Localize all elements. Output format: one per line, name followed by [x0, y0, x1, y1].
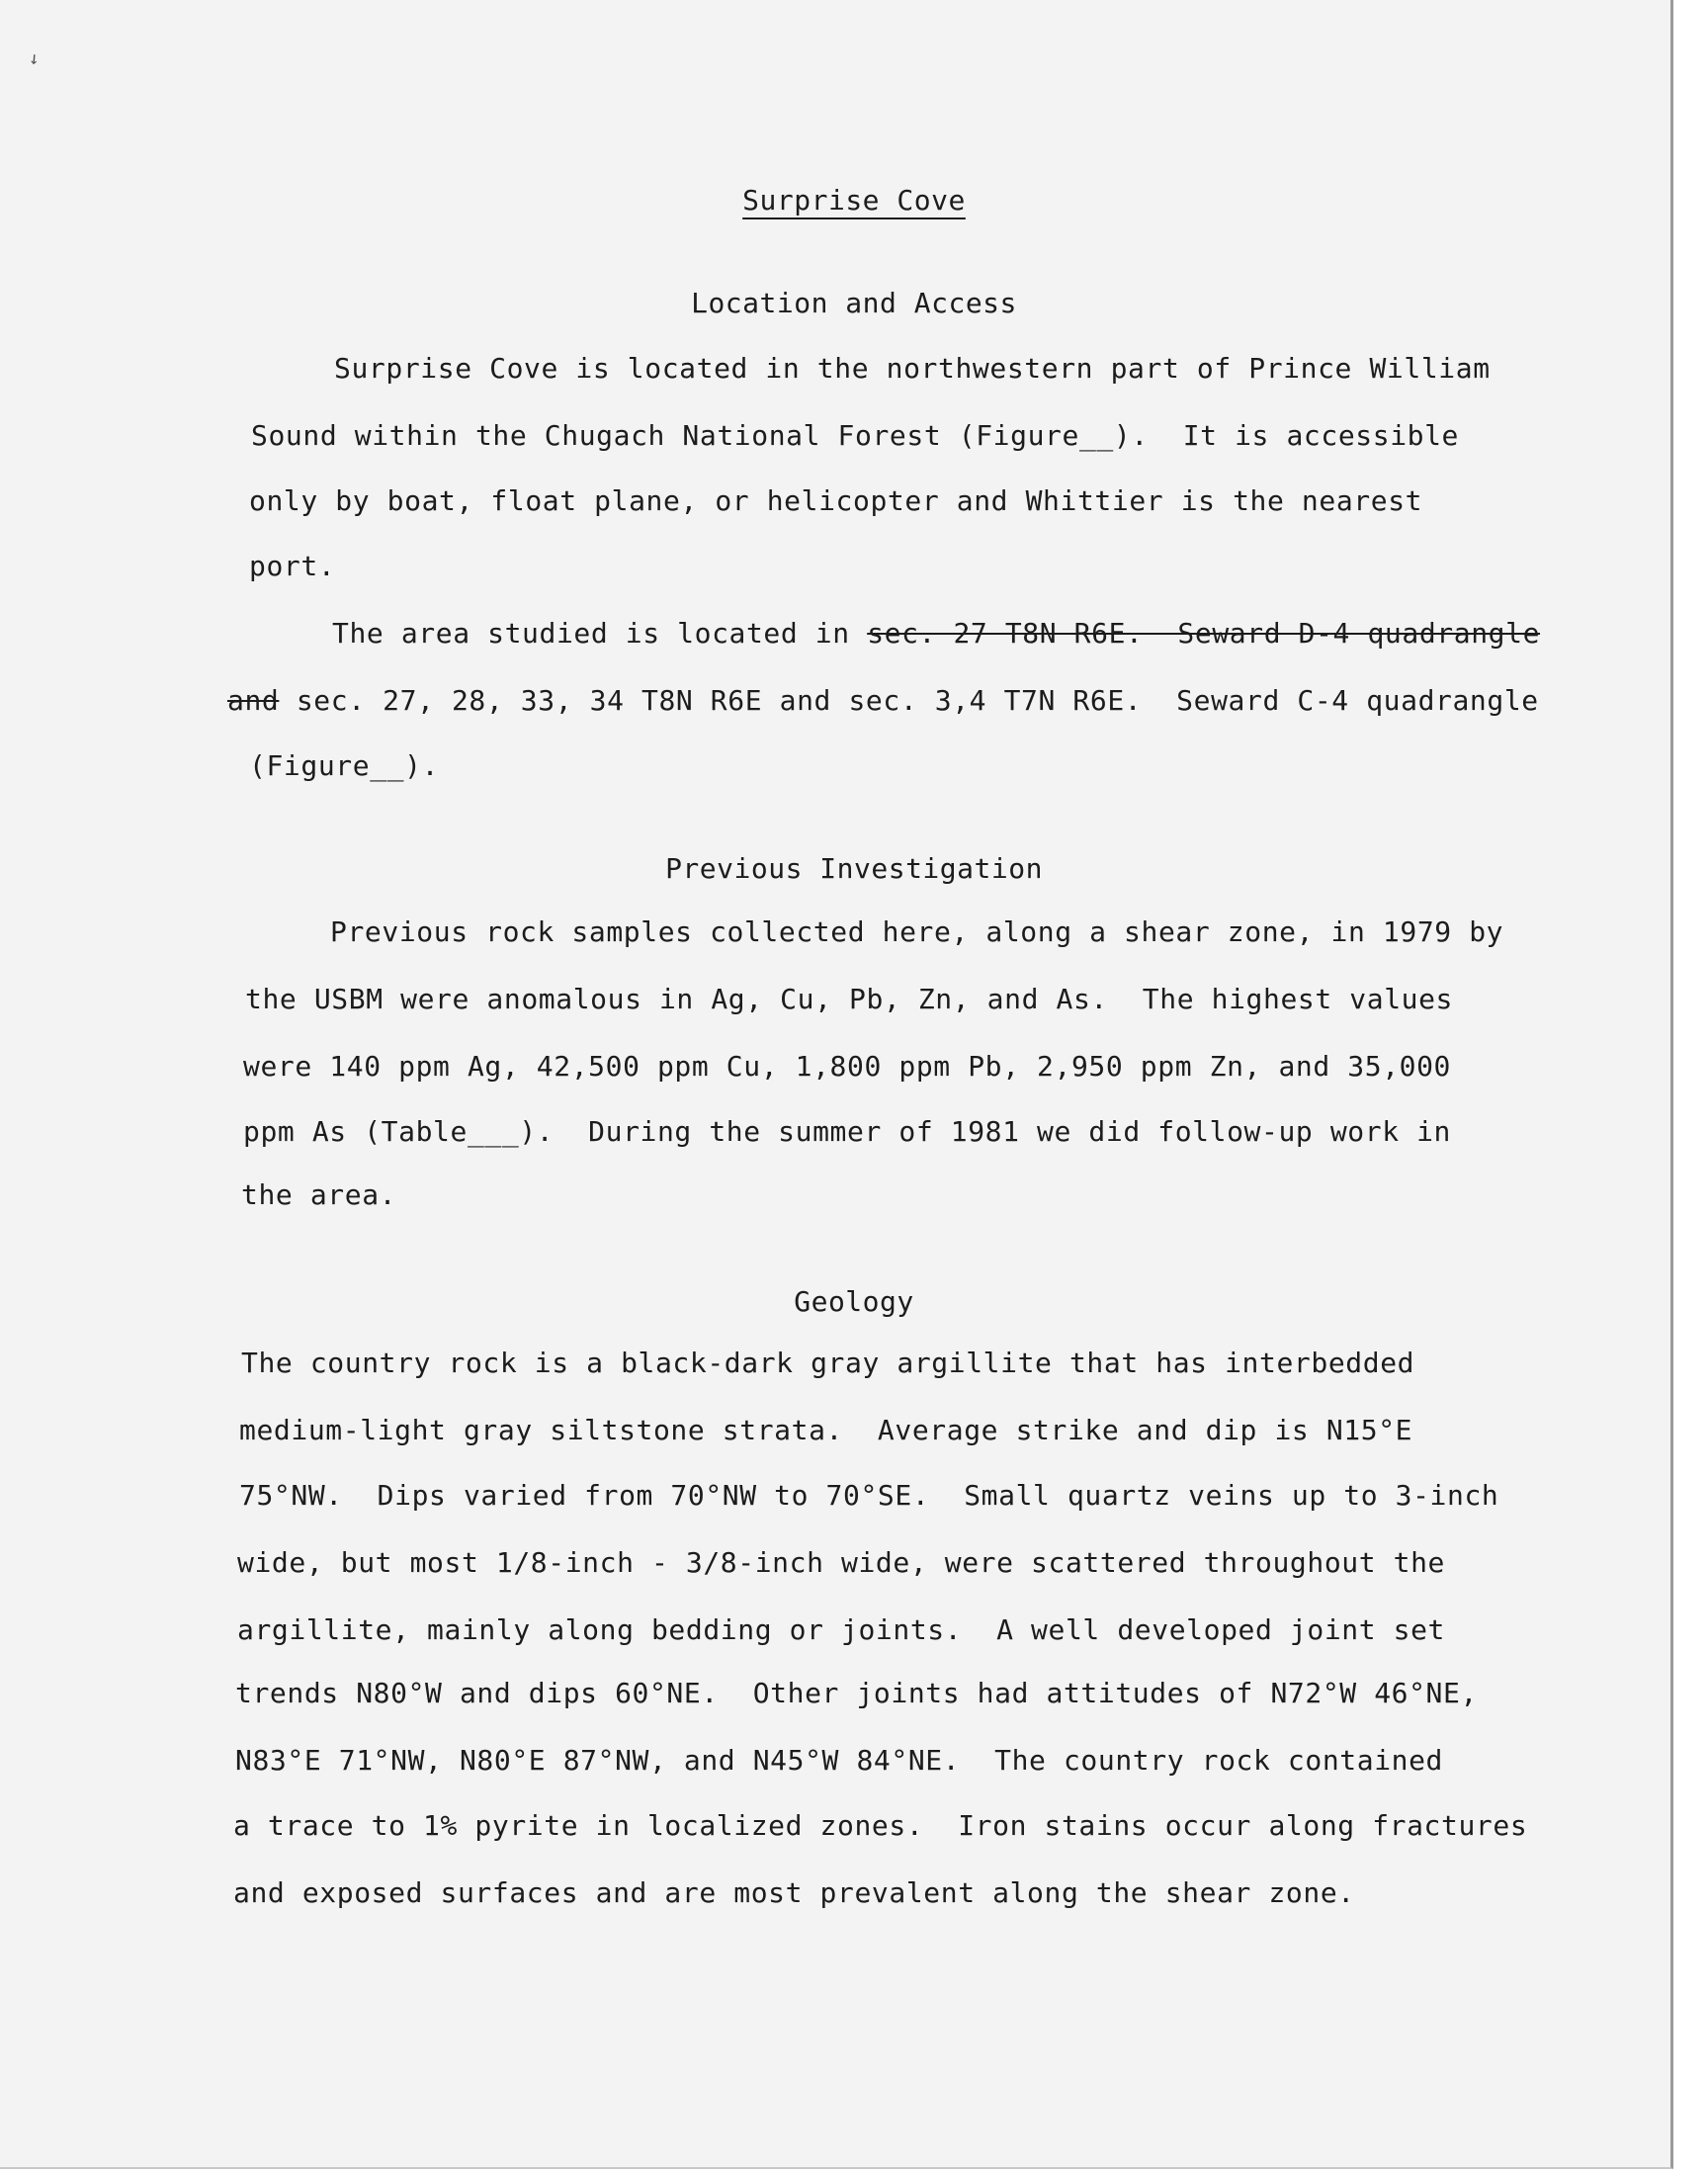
document-title: Surprise Cove: [742, 184, 966, 217]
text-line: Surprise Cove is located in the northwestern part of Prince William: [334, 352, 1491, 385]
text-line: the area.: [241, 1178, 397, 1211]
text-line: (Figure__).: [249, 749, 440, 782]
text-line: Previous rock samples collected here, along a shear zone, in 1979 by: [330, 915, 1504, 948]
text-line: wide, but most 1/8-inch - 3/8-inch wide, were scattered throughout the: [237, 1546, 1446, 1579]
text-line: ppm As (Table___). During the summer of 1981 we did follow-up work in: [243, 1115, 1452, 1148]
text-line: The country rock is a black-dark gray argillite that has interbedded: [241, 1347, 1415, 1379]
line-text: sec. 27, 28, 33, 34 T8N R6E and sec. 3,4 T7N R6E. Seward C-4 quadrangle: [279, 684, 1539, 717]
text-line: only by boat, float plane, or helicopter and Whittier is the nearest: [249, 484, 1423, 517]
line-text: The area studied is located in: [332, 617, 868, 650]
pencil-mark: ↙: [22, 45, 44, 70]
text-line: N83°E 71°NW, N80°E 87°NW, and N45°W 84°NE. The country rock contained: [235, 1744, 1444, 1777]
text-line: [227, 684, 1539, 717]
text-line: the USBM were anomalous in Ag, Cu, Pb, Zn, and As. The highest values: [245, 983, 1454, 1015]
text-line: trends N80°W and dips 60°NE. Other joints had attitudes of N72°W 46°NE,: [235, 1677, 1478, 1709]
text-line: medium-light gray siltstone strata. Average strike and dip is N15°E: [239, 1414, 1413, 1446]
section-heading-previous-investigation: Previous Investigation: [665, 852, 1043, 885]
struck-text: sec. 27 T8N R6E. Seward D-4 quadrangle: [867, 617, 1541, 650]
text-line: port.: [249, 550, 336, 582]
text-line: and exposed surfaces and are most prevalent along the shear zone.: [233, 1876, 1355, 1909]
text-line: Sound within the Chugach National Forest (Figure__). It is accessible: [251, 419, 1460, 452]
section-heading-geology: Geology: [794, 1285, 914, 1318]
struck-text: and: [227, 684, 280, 717]
text-line: a trace to 1% pyrite in localized zones. Iron stains occur along fractures: [233, 1809, 1528, 1842]
text-line: [332, 617, 1540, 650]
text-line: were 140 ppm Ag, 42,500 ppm Cu, 1,800 ppm Pb, 2,950 ppm Zn, and 35,000: [243, 1050, 1452, 1083]
text-line: argillite, mainly along bedding or joints. A well developed joint set: [237, 1613, 1446, 1646]
section-heading-location: Location and Access: [691, 287, 1017, 319]
text-line: 75°NW. Dips varied from 70°NW to 70°SE. Small quartz veins up to 3-inch: [239, 1479, 1499, 1512]
